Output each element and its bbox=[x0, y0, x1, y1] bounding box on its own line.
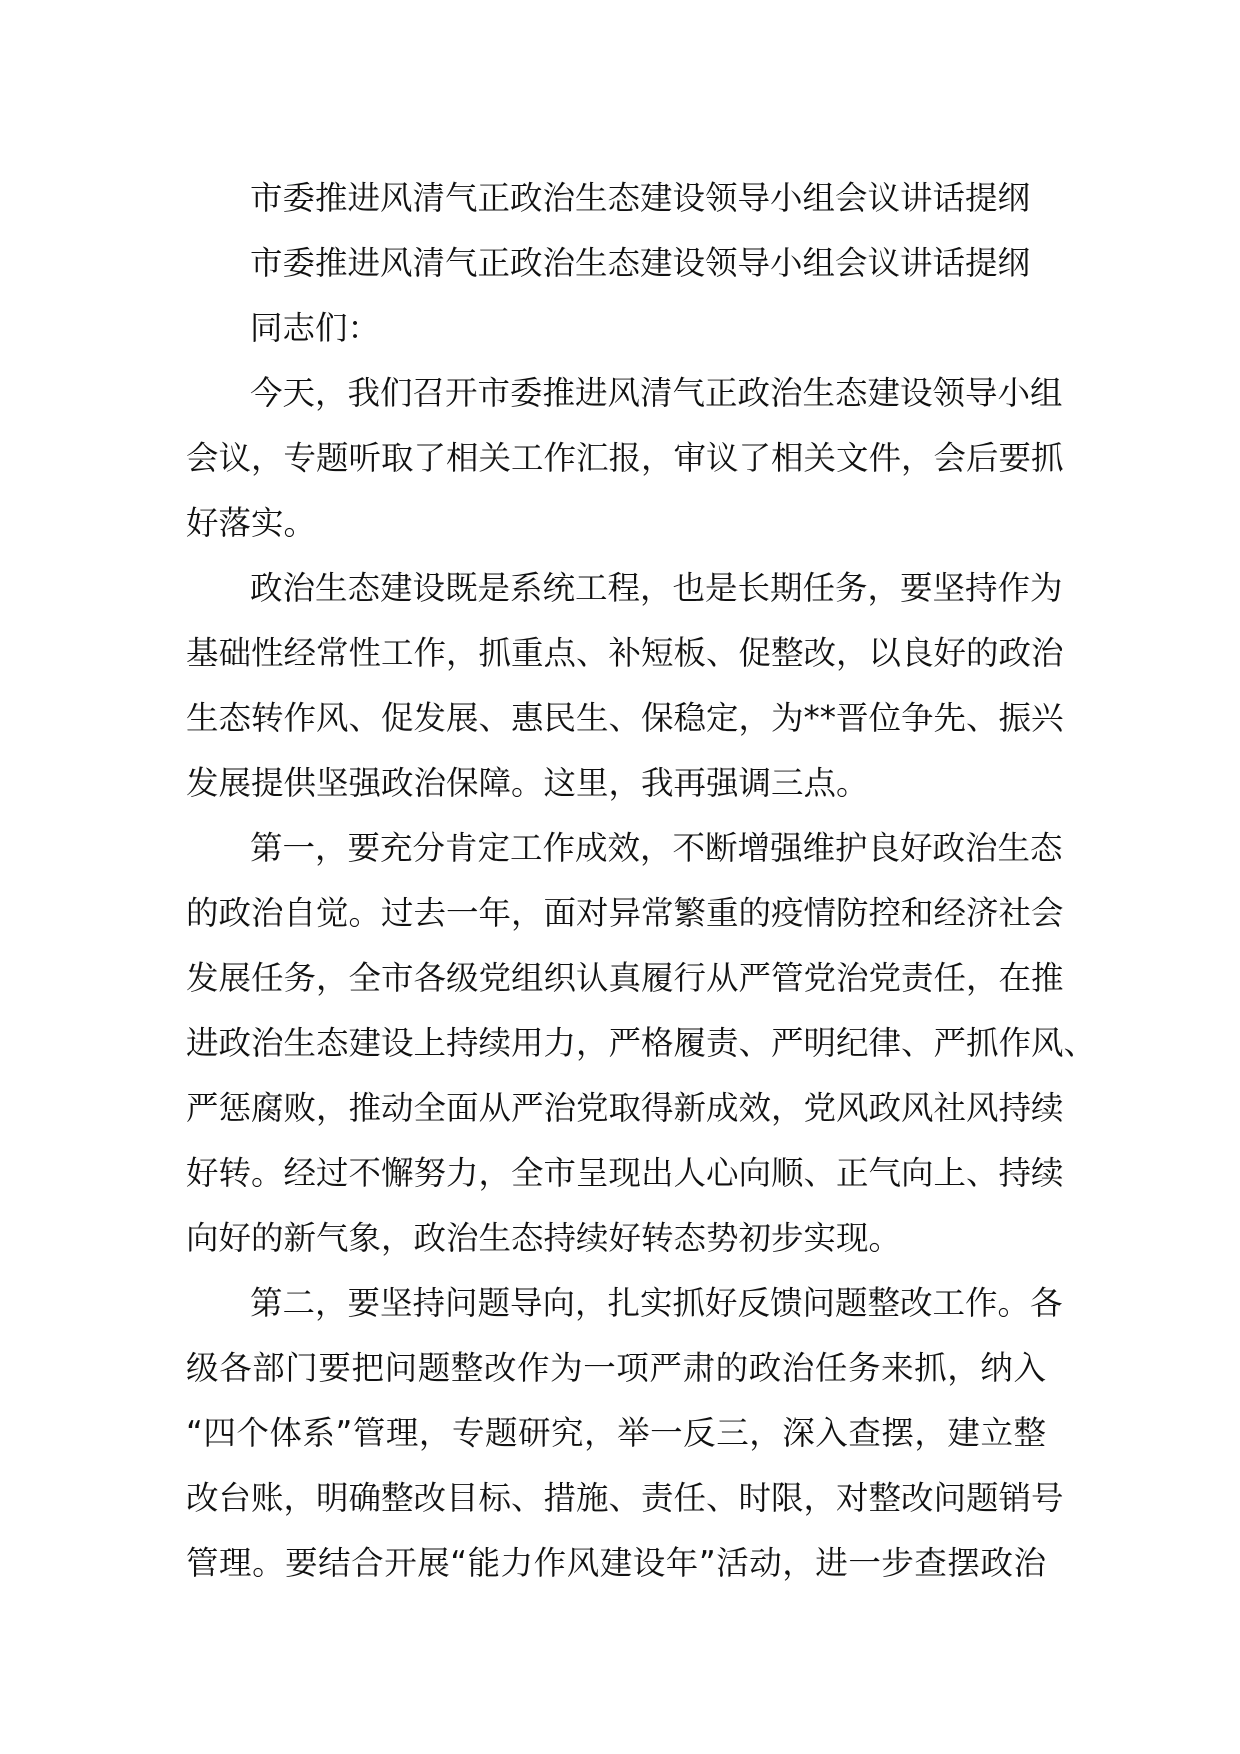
paragraph-line: 发展任务，全市各级党组织认真履行从严管党治党责任，在推 bbox=[186, 959, 1064, 997]
paragraph-line: 向好的新气象，政治生态持续好转态势初步实现。 bbox=[186, 1219, 902, 1257]
paragraph-line: 会议，专题听取了相关工作汇报，审议了相关文件，会后要抓 bbox=[186, 439, 1064, 477]
paragraph-line: 的政治自觉。过去一年，面对异常繁重的疫情防控和经济社会 bbox=[186, 894, 1064, 932]
document-body bbox=[186, 166, 1097, 1596]
paragraph-line: 改台账，明确整改目标、措施、责任、时限，对整改问题销号 bbox=[186, 1479, 1064, 1517]
paragraph-line: 发展提供坚强政治保障。这里，我再强调三点。 bbox=[186, 764, 869, 802]
paragraph-line: 基础性经常性工作，抓重点、补短板、促整改，以良好的政治 bbox=[186, 634, 1064, 672]
salutation: 同志们： bbox=[250, 309, 381, 347]
paragraph-line: 进政治生态建设上持续用力，严格履责、严明纪律、严抓作风、 bbox=[186, 1024, 1097, 1062]
document-title-repeat: 市委推进风清气正政治生态建设领导小组会议讲话提纲 bbox=[250, 244, 1031, 282]
paragraph-point-one bbox=[186, 816, 1097, 1271]
paragraph-line: 级各部门要把问题整改作为一项严肃的政治任务来抓，纳入 bbox=[186, 1349, 1046, 1387]
paragraph-line: 好落实。 bbox=[186, 504, 317, 542]
paragraph-line: 管理。要结合开展“能力作风建设年”活动，进一步查摆政治 bbox=[186, 1544, 1046, 1582]
paragraph-line: 第一，要充分肯定工作成效，不断增强维护良好政治生态 bbox=[250, 829, 1063, 867]
paragraph-line: 生态转作风、促发展、惠民生、保稳定，为**晋位争先、振兴 bbox=[186, 699, 1064, 737]
paragraph-political-ecology bbox=[186, 556, 1064, 816]
paragraph-point-two bbox=[186, 1271, 1064, 1596]
paragraph-opening bbox=[186, 361, 1064, 556]
paragraph-line: 第二，要坚持问题导向，扎实抓好反馈问题整改工作。各 bbox=[250, 1284, 1063, 1322]
paragraph-line: 好转。经过不懈努力，全市呈现出人心向顺、正气向上、持续 bbox=[186, 1154, 1064, 1192]
paragraph-line: 严惩腐败，推动全面从严治党取得新成效，党风政风社风持续 bbox=[186, 1089, 1064, 1127]
paragraph-line: 今天，我们召开市委推进风清气正政治生态建设领导小组 bbox=[250, 374, 1063, 412]
document-title: 市委推进风清气正政治生态建设领导小组会议讲话提纲 bbox=[250, 179, 1031, 217]
paragraph-line: 政治生态建设既是系统工程，也是长期任务，要坚持作为 bbox=[250, 569, 1063, 607]
paragraph-line: “四个体系”管理，专题研究，举一反三，深入查摆，建立整 bbox=[186, 1414, 1046, 1452]
